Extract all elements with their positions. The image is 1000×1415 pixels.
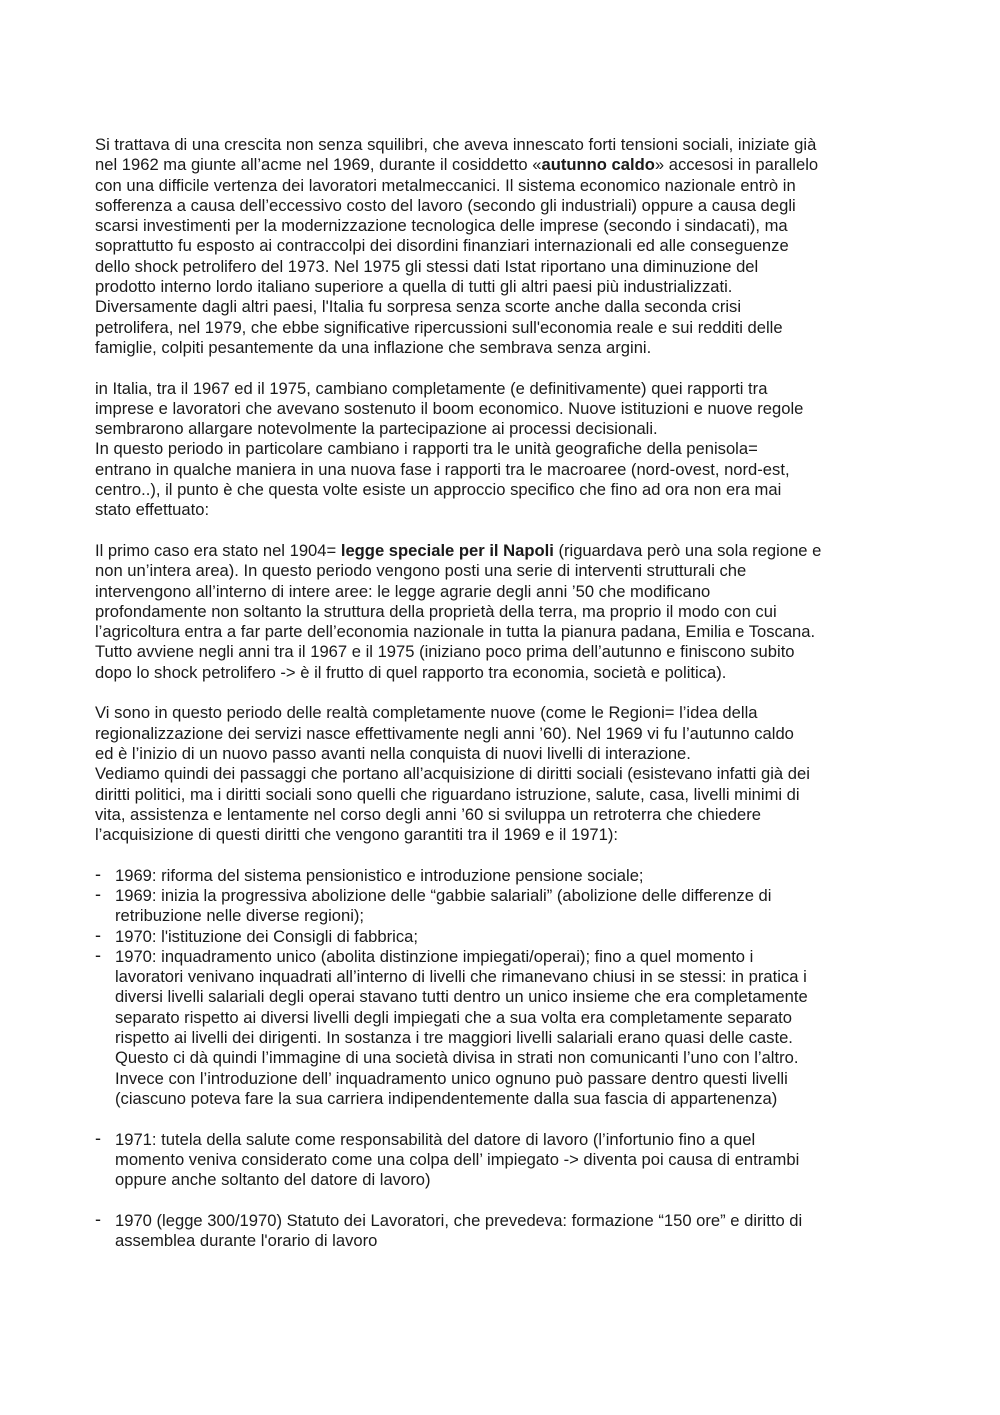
paragraph-social-rights: Vediamo quindi dei passaggi che portano all’acquisizione di diritti sociali (esistevano infatti già dei diritti politici, ma i diritti sociali sono quelli che riguardano istruzione, salute, casa, livelli minimi di vita, assistenza e lentamente nel corso degli anni ’60 si sviluppa un retroterra che chiedere l’acquisizione di questi diritti che vengono garantiti tra il 1969 e il 1971): (95, 764, 810, 845)
list-item (95, 924, 917, 947)
bullet-dash: - (95, 883, 101, 904)
paragraph-new-realities: Vi sono in questo periodo delle realtà completamente nuove (come le Regioni= l’idea della regionalizzazione dei servizi nasce effettivamente negli anni ’60). Nel 1969 vi fu l’autunno caldo ed è l’inizio di un nuovo passo avanti nella conquista di nuovi livelli di interazione. (95, 703, 794, 763)
paragraph-special-law (95, 541, 917, 683)
bullet-dash: - (95, 1208, 101, 1229)
list-item-text: 1970 (legge 300/1970) Statuto dei Lavoratori, che prevedeva: formazione “150 ore” e diritto di assemblea durante l'orario di lavoro (115, 1210, 803, 1251)
list-item-text: 1970: l'istituzione dei Consigli di fabbrica; (115, 926, 418, 946)
p4-text-before: Il primo caso era stato nel 1904= (95, 540, 341, 560)
p4-bold-legge-speciale: legge speciale per il Napoli (340, 540, 554, 560)
social-rights-list (95, 863, 917, 1252)
document-page (95, 135, 917, 1251)
list-item-text: 1970: inquadramento unico (abolita distinzione impiegati/operai); fino a quel momento i lavoratori venivano inquadrati all’interno di livelli che rimanevano chiusi in se stessi: in pratica i diversi livelli salariali degli operai stavano tutti dentro un unico insieme che era completamente separato rispetto ai diversi livelli degli impiegati che a sua volta era completamente separato rispetto ai livelli dei dirigenti. In sostanza i tre maggiori livelli salariali erano quasi delle caste. Questo ci dà quindi l’immagine di una società divisa in strati non comunicanti l’uno con l’altro. Invece con l’introduzione dell’ inquadramento unico ognuno può passare dentro questi livelli (ciascuno poteva fare la sua carriera indipendentemente dalla sua fascia di appartenenza) (115, 946, 808, 1108)
list-item (95, 863, 917, 886)
list-item (95, 883, 917, 927)
list-item (95, 944, 917, 1109)
bullet-dash: - (95, 924, 101, 945)
paragraph-geographic-units: In questo periodo in particolare cambiano i rapporti tra le unità geografiche della penisola= entrano in qualche maniera in una nuova fase i rapporti tra le macroaree (nord-ovest, nord-est, centro..), il punto è che questa volte esiste un approccio specifico che fino ad ora non era mai stato effettuato: (95, 439, 790, 520)
p1-text-before: Si trattava di una crescita non senza squilibri, che aveva innescato forti tensioni sociali, iniziate già nel 1962 ma giunte all’acme nel 1969, durante il cosiddetto « (95, 135, 817, 175)
bullet-dash: - (95, 863, 101, 884)
paragraph-relations-change: in Italia, tra il 1967 ed il 1975, cambiano completamente (e definitivamente) quei rapporti tra imprese e lavoratori che avevano sostenuto il boom economico. Nuove istituzioni e nuove regole sembrarono allargare notevolmente la partecipazione ai processi decisionali. (95, 378, 804, 439)
list-item (95, 1127, 917, 1191)
p4-text-after: (riguardava però una sola regione e non un’intera area). In questo periodo vengono posti una serie di interventi strutturali che intervengono all’interno di intere aree: le legge agrarie degli anni ’50 che modificano profondamente non soltanto la struttura della proprietà della terra, ma proprio il modo con cui l’agricoltura entra a far parte dell’economia nazionale in tutta la pianura padana, Emilia e Toscana. Tutto avviene negli anni tra il 1967 e il 1975 (iniziano poco prima dell’autunno e finiscono subito dopo lo shock petrolifero -> è il frutto di quel rapporto tra economia, società e politica). (95, 540, 822, 682)
list-item (95, 1208, 917, 1252)
list-item-text: 1969: inizia la progressiva abolizione delle “gabbie salariali” (abolizione delle differenze di retribuzione nelle diverse regioni); (115, 885, 772, 926)
list-item-text: 1969: riforma del sistema pensionistico e introduzione pensione sociale; (115, 865, 644, 885)
p1-bold-autunno-caldo: autunno caldo (541, 155, 655, 175)
paragraph-economic-crisis (95, 135, 917, 358)
list-item-text: 1971: tutela della salute come responsabilità del datore di lavoro (l’infortunio fino a quel momento veniva considerato come una colpa dell’ impiegato -> diventa poi causa di entrambi oppure anche soltanto del datore di lavoro) (115, 1129, 800, 1190)
bullet-dash: - (95, 1127, 101, 1148)
bullet-dash: - (95, 944, 101, 965)
p1-text-after: » accesosi in parallelo con una difficile vertenza dei lavoratori metalmeccanici. Il sistema economico nazionale entrò in sofferenza a causa dell’eccessivo costo del lavoro (secondo gli industriali) oppure a causa degli scarsi investimenti per la modernizzazione tecnologica delle imprese (secondo i sindacati), ma soprattutto fu esposto ai contraccolpi dei disordini finanziari internazionali ed alle conseguenze dello shock petrolifero del 1973. Nel 1975 gli stessi dati Istat riportano una diminuzione del prodotto interno lordo italiano superiore a quella di tutti gli altri paesi più industrializzati. Diversamente dagli altri paesi, l'Italia fu sorpresa senza scorte anche dalla seconda crisi petrolifera, nel 1979, che ebbe significative ripercussioni sull'economia reale e sui redditi delle famiglie, colpiti pesantemente da una inflazione che sembrava senza argini. (95, 155, 819, 357)
